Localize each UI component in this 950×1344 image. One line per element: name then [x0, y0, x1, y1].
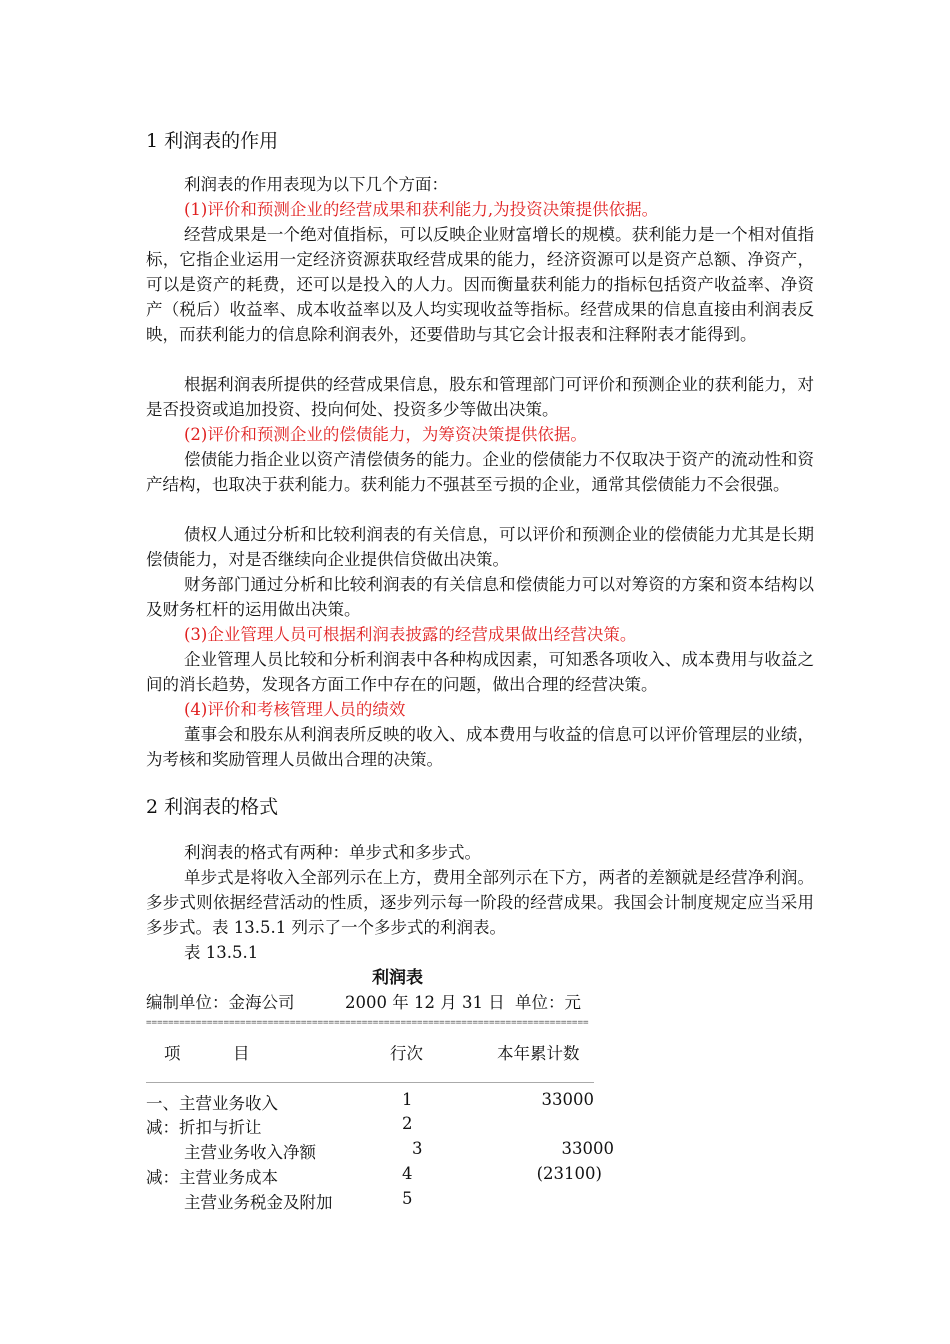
section1-para5: 财务部门通过分析和比较利润表的有关信息和偿债能力可以对筹资的方案和资本结构以及财务杠杆的运用做出决策。: [146, 575, 814, 619]
table-row-amount: (23100): [536, 1164, 602, 1183]
section1-point4: (4)评价和考核管理人员的绩效: [184, 700, 406, 719]
section1-para3: 偿债能力指企业以资产清偿债务的能力。企业的偿债能力不仅取决于资产的流动性和资产结构，也取决于获利能力。获利能力不强甚至亏损的企业，通常其偿债能力不会很强。: [146, 450, 814, 494]
statement-meta-date: 2000 年 12 月 31 日: [345, 993, 505, 1012]
table-row-item: 主营业务税金及附加: [184, 1193, 333, 1212]
table-row-item: 一、主营业务收入: [146, 1094, 278, 1113]
table-row-item: 减：主营业务成本: [146, 1168, 278, 1187]
table-row-number: 3: [412, 1139, 423, 1158]
statement-title: 利润表: [372, 968, 423, 988]
section1-para1: 经营成果是一个绝对值指标，可以反映企业财富增长的规模。获利能力是一个相对值指标，它指企业运用一定经济资源获取经营成果的能力，经济资源可以是资产总额、净资产，可以是资产的耗费，还可以是投入的人力。因而衡量获利能力的指标包括资产收益率、净资产（税后）收益率、成本收益率以及人均实现收益等指标。经营成果的信息直接由利润表反映，而获利能力的信息除利润表外，还要借助与其它会计报表和注释附表才能得到。: [146, 225, 814, 344]
table-row-item: 减：折扣与折让: [146, 1118, 262, 1137]
table-row-amount: 33000: [541, 1090, 594, 1109]
section2-table-ref: 表 13.5.1: [184, 943, 259, 962]
section1-intro: 利润表的作用表现为以下几个方面：: [184, 175, 448, 194]
section1-para2: 根据利润表所提供的经营成果信息，股东和管理部门可评价和预测企业的获利能力，对是否投资或追加投资、投向何处、投资多少等做出决策。: [146, 375, 814, 419]
statement-header-rule: [146, 1082, 594, 1083]
section2-heading: 2 利润表的格式: [146, 796, 279, 818]
table-row-number: 2: [402, 1114, 413, 1133]
statement-double-rule: ================================================================================: [146, 1017, 589, 1028]
column-header-amount: 本年累计数: [497, 1044, 580, 1063]
section1-para7: 董事会和股东从利润表所反映的收入、成本费用与收益的信息可以评价管理层的业绩，为考核和奖励管理人员做出合理的决策。: [146, 725, 814, 769]
statement-meta-currency: 单位：元: [515, 993, 581, 1012]
section1-point2: (2)评价和预测企业的偿债能力，为筹资决策提供依据。: [184, 425, 587, 444]
section2-para1: 利润表的格式有两种：单步式和多步式。: [184, 843, 481, 862]
section1-para6: 企业管理人员比较和分析利润表中各种构成因素，可知悉各项收入、成本费用与收益之间的消长趋势，发现各方面工作中存在的问题，做出合理的经营决策。: [146, 650, 814, 694]
section1-point1: (1)评价和预测企业的经营成果和获利能力,为投资决策提供依据。: [184, 200, 659, 219]
section1-para4: 债权人通过分析和比较利润表的有关信息，可以评价和预测企业的偿债能力尤其是长期偿债能力，对是否继续向企业提供信贷做出决策。: [146, 525, 814, 569]
table-row-number: 4: [402, 1164, 413, 1183]
section1-heading: 1 利润表的作用: [146, 130, 279, 152]
column-header-row: 行次: [390, 1044, 423, 1063]
table-row-number: 1: [402, 1090, 413, 1109]
table-row-item: 主营业务收入净额: [184, 1143, 316, 1162]
statement-meta-unit: 编制单位：金海公司: [146, 993, 295, 1012]
section1-point3: (3)企业管理人员可根据利润表披露的经营成果做出经营决策。: [184, 625, 637, 644]
table-row-amount: 33000: [561, 1139, 614, 1158]
section2-para2: 单步式是将收入全部列示在上方，费用全部列示在下方，两者的差额就是经营净利润。多步式则依据经营活动的性质，逐步列示每一阶段的经营成果。我国会计制度规定应当采用多步式。表 13.5.1 列示了一个多步式的利润表。: [146, 868, 814, 937]
column-header-item: 项 目: [164, 1044, 250, 1063]
table-row-number: 5: [402, 1189, 413, 1208]
